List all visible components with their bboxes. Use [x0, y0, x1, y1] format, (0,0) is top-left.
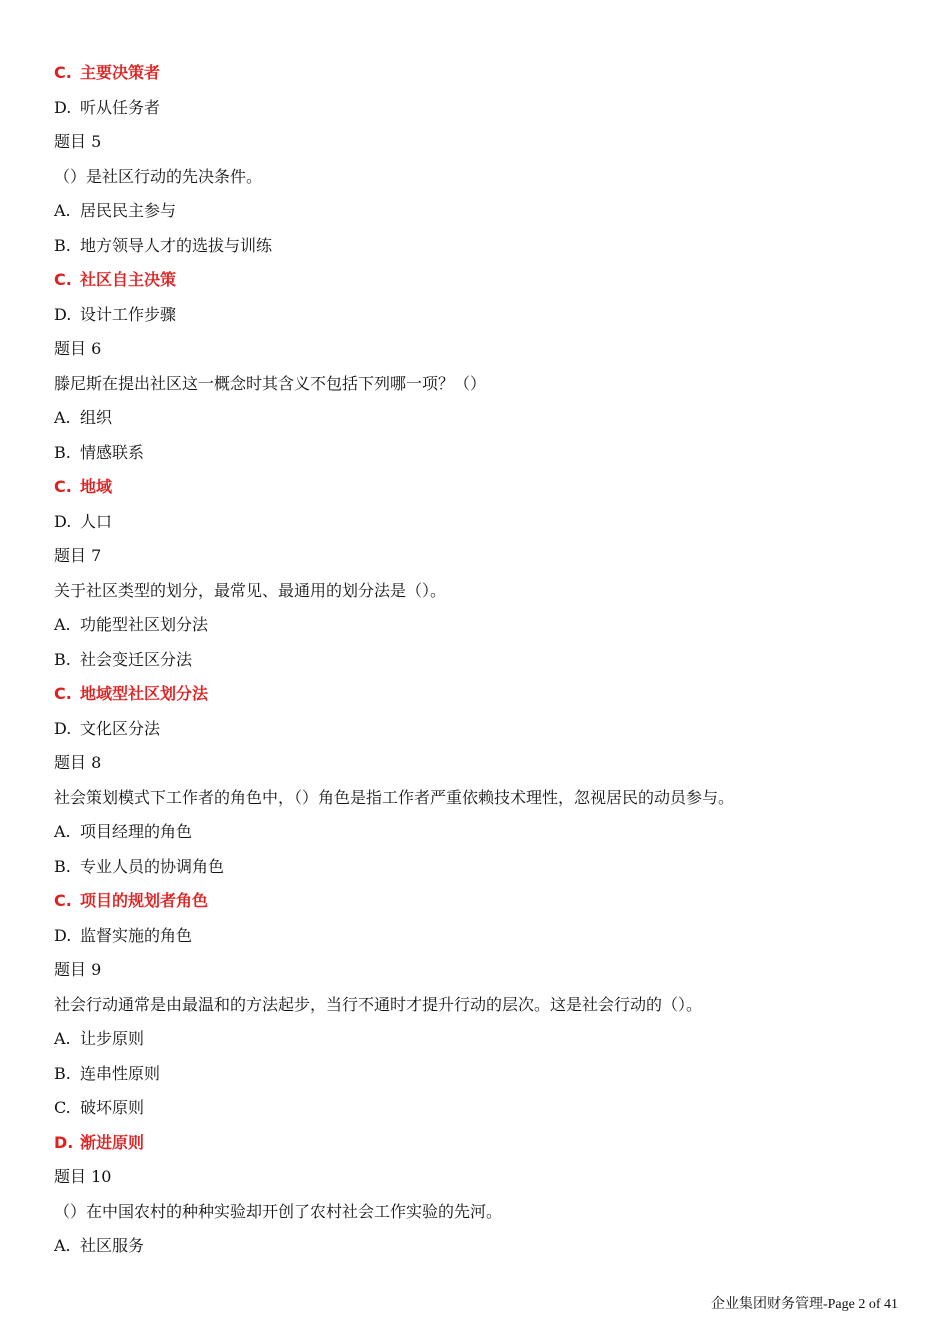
question-text: 社会行动通常是由最温和的方法起步，当行不通时才提升行动的层次。这是社会行动的（）。	[54, 994, 703, 1014]
answer-option	[54, 470, 904, 505]
option	[54, 1057, 904, 1092]
option-letter: C.	[54, 891, 72, 910]
option-text: 情感联系	[80, 442, 145, 462]
option	[54, 1229, 904, 1264]
option-letter: D.	[54, 304, 72, 324]
option-letter: B.	[54, 1063, 71, 1083]
option	[54, 298, 904, 333]
option-letter: D.	[54, 925, 72, 945]
option-text: 主要决策者	[80, 63, 161, 82]
answer-option	[54, 263, 904, 298]
option-letter: A.	[54, 615, 71, 634]
option	[54, 505, 904, 540]
option-text: 社区自主决策	[80, 270, 177, 289]
question-text: 关于社区类型的划分，最常见、最通用的划分法是（）。	[54, 580, 447, 600]
option-text: 连串性原则	[80, 1063, 161, 1083]
option-text: 破坏原则	[80, 1098, 145, 1117]
question-text: （）在中国农村的种种实验却开创了农村社会工作实验的先河。	[54, 1201, 503, 1221]
option-letter: B.	[54, 856, 71, 876]
option-text: 文化区分法	[80, 718, 161, 738]
option-text: 听从任务者	[80, 97, 161, 117]
answer-option	[54, 677, 904, 712]
question-number: 题目 9	[54, 960, 102, 979]
question-text: 滕尼斯在提出社区这一概念时其含义不包括下列哪一项？（）	[54, 373, 487, 393]
option-letter: D.	[54, 97, 72, 117]
question-number: 题目 8	[54, 753, 102, 772]
option-text: 功能型社区划分法	[80, 615, 209, 634]
page-footer: 企业集团财务管理-Page 2 of 41	[710, 1297, 898, 1312]
option	[54, 91, 904, 126]
option	[54, 1022, 904, 1057]
option-text: 专业人员的协调角色	[80, 856, 225, 876]
answer-option	[54, 884, 904, 919]
option-text: 组织	[80, 408, 113, 427]
option-letter: A.	[54, 1029, 71, 1048]
option-letter: B.	[54, 442, 71, 462]
option	[54, 436, 904, 471]
option-text: 让步原则	[80, 1029, 145, 1048]
option-text: 设计工作步骤	[80, 304, 177, 324]
question-text: （）是社区行动的先决条件。	[54, 166, 263, 186]
option-letter: D.	[54, 511, 72, 531]
option-text: 渐进原则	[80, 1132, 145, 1152]
option-text: 社会变迁区分法	[80, 649, 193, 669]
question-number: 题目 10	[54, 1167, 112, 1186]
answer-option	[54, 1126, 904, 1161]
question-text: 社会策划模式下工作者的角色中，（）角色是指工作者严重依赖技术理性，忽视居民的动员参与。	[54, 787, 735, 807]
option-text: 项目经理的角色	[80, 822, 193, 841]
question-number: 题目 7	[54, 546, 102, 565]
option-text: 地域型社区划分法	[80, 684, 209, 703]
option-text: 监督实施的角色	[80, 925, 193, 945]
option-text: 人口	[80, 511, 113, 531]
option	[54, 850, 904, 885]
option-letter: C.	[54, 477, 72, 496]
option-letter: C.	[54, 270, 72, 289]
option	[54, 1091, 904, 1126]
answer-option	[54, 56, 904, 91]
option	[54, 401, 904, 436]
option-text: 地方领导人才的选拔与训练	[80, 235, 273, 255]
option	[54, 712, 904, 747]
option-text: 社区服务	[80, 1236, 145, 1255]
question-number: 题目 5	[54, 132, 102, 151]
option-letter: D.	[54, 1132, 74, 1152]
option-letter: B.	[54, 649, 71, 669]
question-number: 题目 6	[54, 339, 102, 358]
option	[54, 194, 904, 229]
option-text: 居民民主参与	[80, 201, 177, 220]
option-letter: A.	[54, 822, 71, 841]
option-letter: C.	[54, 684, 72, 703]
option	[54, 229, 904, 264]
option-letter: C.	[54, 1098, 71, 1117]
option-letter: A.	[54, 201, 71, 220]
option	[54, 608, 904, 643]
document-page	[54, 56, 904, 1264]
option	[54, 919, 904, 954]
option-text: 地域	[80, 477, 113, 496]
option-letter: A.	[54, 408, 71, 427]
option	[54, 815, 904, 850]
option-letter: A.	[54, 1236, 71, 1255]
option-letter: B.	[54, 235, 71, 255]
option-letter: D.	[54, 718, 72, 738]
option-text: 项目的规划者角色	[80, 891, 209, 910]
option-letter: C.	[54, 63, 72, 82]
option	[54, 643, 904, 678]
